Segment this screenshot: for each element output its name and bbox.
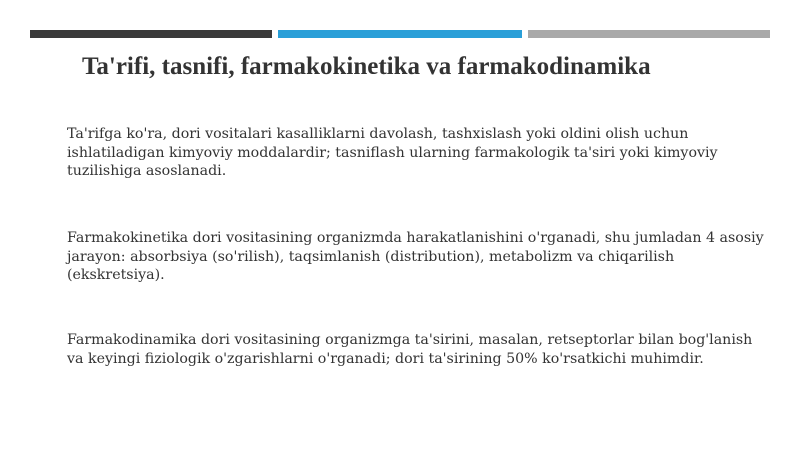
paragraph-pharmacokinetics: Farmakokinetika dori vositasining organizmda harakatlanishini o'rganadi, shu jumladan 4 asosiy jarayon: absorbsiya (so'rilish), taqsimlanish (distribution), metabolizm va chiqarilish (ekskretsiya). [67, 230, 764, 283]
slide-title: Ta'rifi, tasnifi, farmakokinetika va farmakodinamika [82, 53, 651, 80]
accent-bar-blue [278, 30, 522, 38]
paragraph-pharmacodynamics: Farmakodinamika dori vositasining organizmga ta'sirini, masalan, retseptorlar bilan bog'lanish va keyingi fiziologik o'zgarishlarni o'rganadi; dori ta'sirining 50% ko'rsatkichi muhimdir. [67, 332, 753, 367]
accent-bar-dark [30, 30, 272, 38]
accent-bar-gray [528, 30, 770, 38]
header-accent-bars [30, 30, 770, 38]
paragraph-definition: Ta'rifga ko'ra, dori vositalari kasalliklarni davolash, tashxislash yoki oldini olish uchun ishlatiladigan kimyoviy moddalardir; tasniflash ularning farmakologik ta'siri yoki kimyoviy tuzilishiga asoslanadi. [67, 126, 718, 179]
